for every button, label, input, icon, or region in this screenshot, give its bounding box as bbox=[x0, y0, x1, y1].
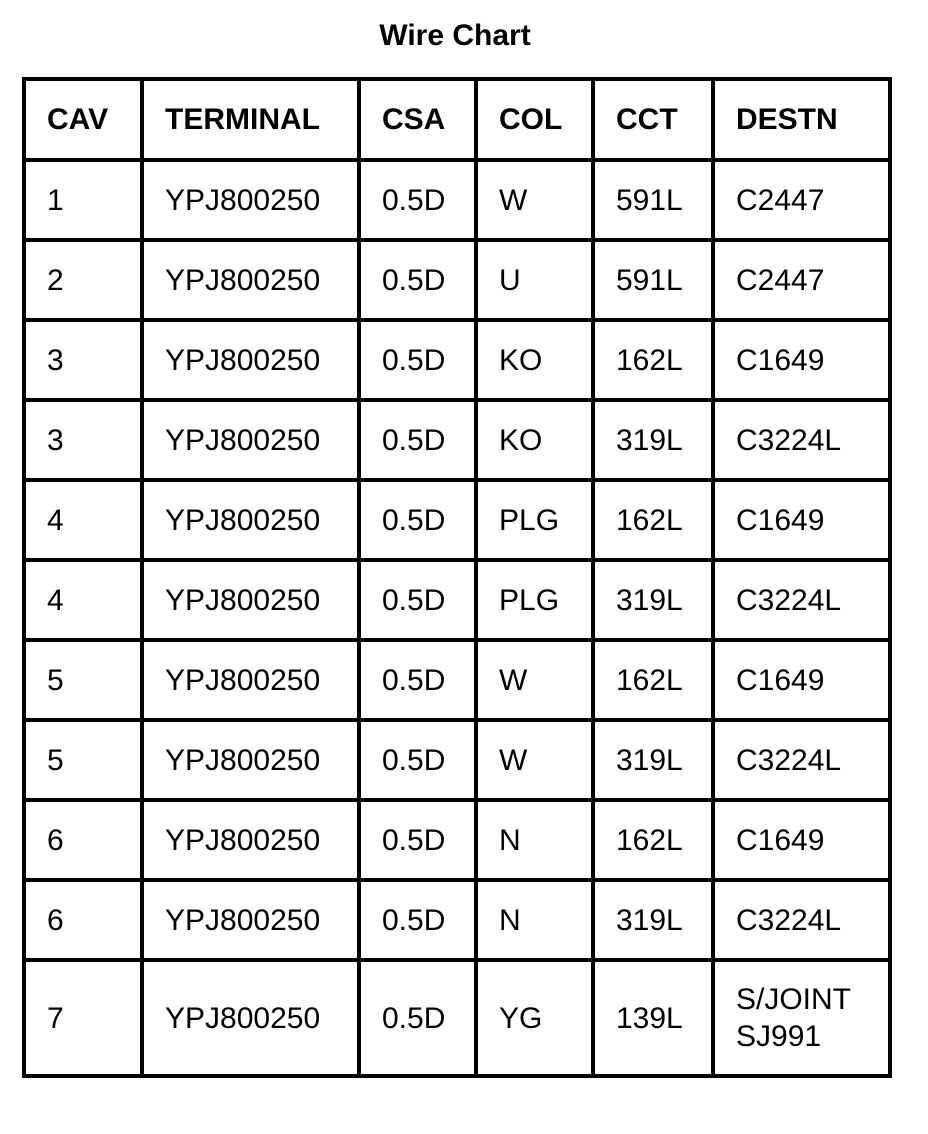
cell-destn: C1649 bbox=[713, 320, 890, 400]
cell-col: U bbox=[476, 240, 593, 320]
cell-csa: 0.5D bbox=[359, 480, 476, 560]
cell-terminal: YPJ800250 bbox=[142, 880, 359, 960]
column-header-csa: CSA bbox=[359, 79, 476, 160]
destn-line: SJ991 bbox=[736, 1020, 822, 1053]
cell-col: W bbox=[476, 640, 593, 720]
cell-cct: 591L bbox=[593, 160, 713, 240]
cell-csa: 0.5D bbox=[359, 240, 476, 320]
cell-terminal: YPJ800250 bbox=[142, 160, 359, 240]
cell-cct: 162L bbox=[593, 640, 713, 720]
cell-cav: 6 bbox=[24, 880, 142, 960]
cell-terminal: YPJ800250 bbox=[142, 480, 359, 560]
cell-csa: 0.5D bbox=[359, 640, 476, 720]
cell-csa: 0.5D bbox=[359, 400, 476, 480]
table-row bbox=[24, 320, 890, 400]
destn-line: S/JOINT bbox=[736, 983, 852, 1016]
table-row bbox=[24, 640, 890, 720]
cell-col: PLG bbox=[476, 480, 593, 560]
cell-col: KO bbox=[476, 320, 593, 400]
table-row bbox=[24, 880, 890, 960]
wire-chart-table bbox=[22, 77, 892, 1078]
cell-terminal: YPJ800250 bbox=[142, 560, 359, 640]
cell-cct: 162L bbox=[593, 480, 713, 560]
cell-col: KO bbox=[476, 400, 593, 480]
table-row bbox=[24, 400, 890, 480]
cell-destn: C1649 bbox=[713, 640, 890, 720]
page-title: Wire Chart bbox=[379, 19, 531, 52]
cell-col: N bbox=[476, 800, 593, 880]
table-row bbox=[24, 800, 890, 880]
cell-terminal: YPJ800250 bbox=[142, 320, 359, 400]
table-row bbox=[24, 480, 890, 560]
cell-destn: C1649 bbox=[713, 800, 890, 880]
cell-terminal: YPJ800250 bbox=[142, 800, 359, 880]
cell-cav: 3 bbox=[24, 400, 142, 480]
cell-col: W bbox=[476, 160, 593, 240]
column-header-destn: DESTN bbox=[713, 79, 890, 160]
cell-cav: 1 bbox=[24, 160, 142, 240]
cell-terminal: YPJ800250 bbox=[142, 720, 359, 800]
column-header-cct: CCT bbox=[593, 79, 713, 160]
cell-terminal: YPJ800250 bbox=[142, 240, 359, 320]
column-header-cav: CAV bbox=[24, 79, 142, 160]
cell-destn: C3224L bbox=[713, 400, 890, 480]
cell-csa: 0.5D bbox=[359, 160, 476, 240]
cell-terminal: YPJ800250 bbox=[142, 960, 359, 1076]
cell-csa: 0.5D bbox=[359, 560, 476, 640]
cell-cav: 5 bbox=[24, 720, 142, 800]
cell-destn: C3224L bbox=[713, 720, 890, 800]
cell-destn: C1649 bbox=[713, 480, 890, 560]
table-row bbox=[24, 720, 890, 800]
cell-cct: 162L bbox=[593, 320, 713, 400]
cell-destn: C3224L bbox=[713, 560, 890, 640]
cell-cct: 319L bbox=[593, 720, 713, 800]
cell-destn: C2447 bbox=[713, 160, 890, 240]
cell-cct: 319L bbox=[593, 400, 713, 480]
cell-cav: 4 bbox=[24, 560, 142, 640]
cell-csa: 0.5D bbox=[359, 960, 476, 1076]
cell-col: PLG bbox=[476, 560, 593, 640]
cell-csa: 0.5D bbox=[359, 880, 476, 960]
cell-cct: 162L bbox=[593, 800, 713, 880]
cell-cav: 3 bbox=[24, 320, 142, 400]
cell-cav: 6 bbox=[24, 800, 142, 880]
cell-cct: 319L bbox=[593, 880, 713, 960]
table-header-row bbox=[24, 79, 890, 160]
cell-cct: 139L bbox=[593, 960, 713, 1076]
column-header-terminal: TERMINAL bbox=[142, 79, 359, 160]
table-row bbox=[24, 560, 890, 640]
cell-destn: C3224L bbox=[713, 880, 890, 960]
table-row bbox=[24, 240, 890, 320]
cell-destn bbox=[713, 960, 890, 1076]
cell-destn: C2447 bbox=[713, 240, 890, 320]
cell-cav: 5 bbox=[24, 640, 142, 720]
column-header-col: COL bbox=[476, 79, 593, 160]
cell-col: YG bbox=[476, 960, 593, 1076]
cell-cav: 2 bbox=[24, 240, 142, 320]
cell-csa: 0.5D bbox=[359, 320, 476, 400]
cell-terminal: YPJ800250 bbox=[142, 640, 359, 720]
cell-cav: 4 bbox=[24, 480, 142, 560]
table-row bbox=[24, 160, 890, 240]
cell-cct: 591L bbox=[593, 240, 713, 320]
cell-cct: 319L bbox=[593, 560, 713, 640]
cell-terminal: YPJ800250 bbox=[142, 400, 359, 480]
cell-csa: 0.5D bbox=[359, 720, 476, 800]
table-row bbox=[24, 960, 890, 1076]
cell-cav: 7 bbox=[24, 960, 142, 1076]
cell-col: N bbox=[476, 880, 593, 960]
cell-csa: 0.5D bbox=[359, 800, 476, 880]
cell-col: W bbox=[476, 720, 593, 800]
